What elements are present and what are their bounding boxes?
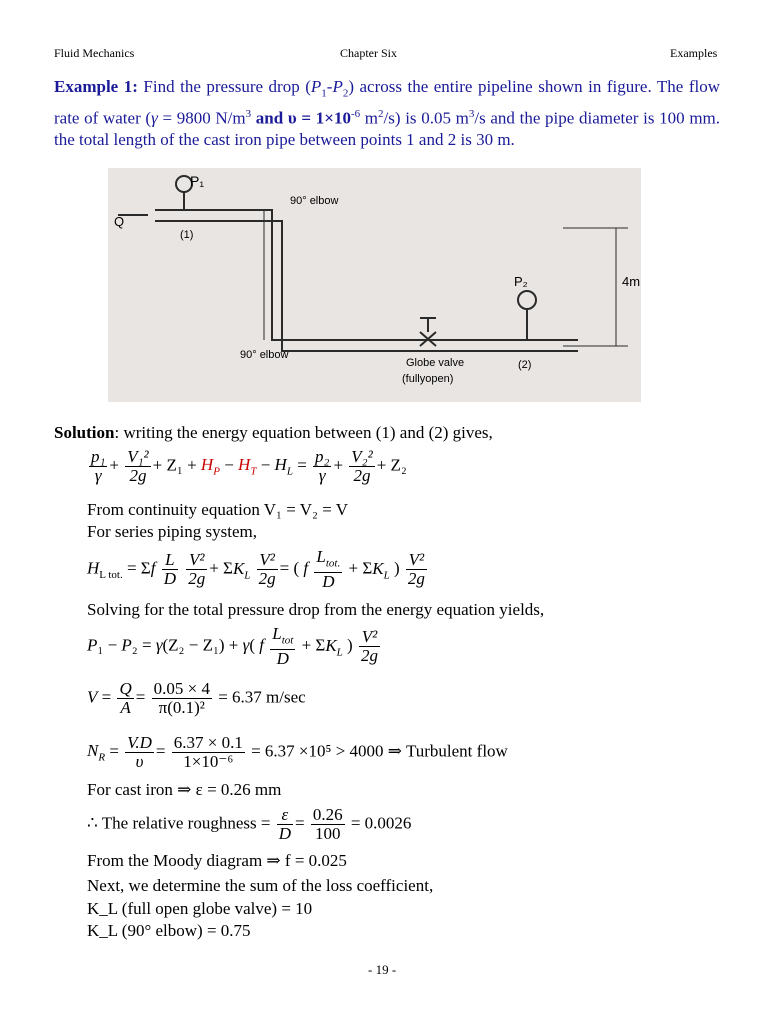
kl-elbow-line: K_L (90° elbow) = 0.75 — [87, 921, 251, 940]
header-center: Chapter Six — [340, 46, 397, 60]
label-valve: Globe valve — [406, 357, 465, 369]
moody-line: From the Moody diagram ⇒ f = 0.025 — [87, 851, 347, 870]
roughness-result: = 0.0026 — [350, 813, 412, 833]
exp: -6 — [350, 108, 361, 121]
velocity-num: 0.05 × 4 — [153, 679, 210, 698]
example-statement — [54, 76, 720, 150]
example-text: /s and the pipe diameter is 100 mm. the total length of the cast iron pipe between points 1 and 2 is 30 m. — [54, 109, 721, 150]
example-text: Find the pressure drop ( — [143, 77, 311, 96]
pipeline-sketch — [108, 168, 641, 402]
roughness-frac — [311, 806, 345, 843]
p2-sub: 2 — [342, 87, 349, 100]
p2-over-gamma: $\frac{\text{p₂}}{\gamma}$ — [315, 447, 330, 485]
exp: 2 — [378, 108, 384, 121]
velocity-frac — [152, 680, 212, 717]
v2-over-2g-total: $\frac{\text{V²}}{2g}$ — [407, 550, 425, 589]
pipeline-figure — [108, 168, 641, 402]
head-loss-equation: $H_{L tot.} = \Sigma f$ $\frac{L}{D}$ $\frac{\text{V²}}{2g}$ + $\Sigma K_L$ $\frac{\text{V²}}{2g}$ = ( f $\frac{L_{tot.}}{D}$ + $\Sigma K_L$ ) $\frac{\text{V²}}{2g}$ — [87, 547, 425, 592]
page-number: - 19 - — [368, 962, 397, 977]
example-text: /s) is 0.05 m — [383, 109, 469, 129]
continuity-line: From continuity equation V₁ = V₂ = V — [87, 500, 349, 519]
exp: 3 — [245, 108, 252, 121]
cast-iron-line: For cast iron ⇒ ε = 0.26 mm — [87, 780, 282, 799]
label-point1: (1) — [180, 229, 194, 241]
label-elbow-top: 90° elbow — [290, 195, 339, 207]
v2-2g: $\frac{\text{V²}}{2g}$ — [360, 627, 378, 666]
label-elbow-bottom: 90° elbow — [240, 349, 289, 361]
dash: - — [326, 77, 333, 96]
label-point2: (2) — [518, 359, 532, 371]
roughness-equation: ∴ The relative roughness = $\frac{\varepsilon}{D}$ = $\frac{0.26}{100}$ = 0.0026 — [87, 805, 412, 843]
nu-symbol: υ — [287, 109, 297, 129]
p1-over-gamma: $\frac{\text{p₁}}{\gamma}$ — [91, 447, 106, 485]
v1-term: $\frac{\text{V₁²}}{2g}$ — [127, 447, 149, 485]
p1-symbol: P — [310, 77, 322, 96]
roughness-label: ∴ The relative roughness = — [87, 813, 271, 833]
label-p1: P₁ — [190, 173, 205, 189]
header-left: Fluid Mechanics — [54, 46, 135, 60]
eps-over-d: $\frac{\varepsilon}{D}$ — [278, 805, 291, 843]
ltot-d: $\frac{L_{tot}}{D}$ — [272, 624, 294, 669]
v2-over-2g-kl: $\frac{\text{V²}}{2g}$ — [258, 550, 276, 589]
reynolds-den: 1×10⁻⁶ — [183, 752, 234, 771]
label-q: Q — [114, 214, 125, 229]
energy-equation: $\frac{\text{p₁}}{\gamma}$ + $\frac{\text{V₁²}}{2g}$ + $Z_1 + H_P - H_T - H_L$ = $\frac{\text{p₂}}{\gamma}$ + $\frac{\text{V₂²}}{2g}$ + Z₂ — [91, 447, 407, 485]
example-text: ) across the entire pipeline shown in figure. The flow rate of water ( — [54, 77, 721, 129]
velocity-result: = 6.37 m/sec — [218, 687, 306, 707]
paper-background — [108, 168, 641, 402]
p2-symbol: P — [332, 77, 343, 96]
next-line: Next, we determine the sum of the loss coefficient, — [87, 876, 434, 895]
reynolds-num: 6.37 × 0.1 — [173, 733, 243, 752]
solution-intro-text: : writing the energy equation between (1) and (2) gives, — [114, 423, 493, 442]
label-height: 4m — [622, 274, 641, 289]
reynolds-equation: $N_R$ = $\frac{V.D}{\upsilon}$ = $\frac{6.37 \times 0.1}{\text{1×10⁻⁶}}$ = 6.37 ×10⁵ > 4000 ⇒ Turbulent flow — [87, 733, 508, 771]
example-text: = 1×10 — [296, 109, 351, 129]
reynolds-frac — [172, 734, 245, 771]
roughness-den: 100 — [314, 824, 341, 843]
reynolds-result: = 6.37 ×10⁵ > 4000 ⇒ Turbulent flow — [251, 741, 508, 761]
example-text: m — [360, 109, 379, 129]
q-over-a: $\frac{Q}{A}$ — [119, 679, 132, 717]
p1-sub: 1 — [321, 87, 327, 100]
example-label: Example 1: — [54, 77, 138, 96]
gamma-symbol: γ — [151, 109, 158, 129]
solution-intro — [54, 423, 493, 443]
kl-valve-line: K_L (full open globe valve) = 10 — [87, 899, 313, 918]
label-p2: P₂ — [514, 274, 528, 289]
l-over-d: $\frac{L}{D}$ — [163, 550, 176, 589]
v2-term: $\frac{\text{V₂²}}{2g}$ — [351, 447, 373, 485]
solving-line: Solving for the total pressure drop from the energy equation yields, — [87, 600, 545, 619]
series-line: For series piping system, — [87, 522, 257, 541]
velocity-den: π(0.1)² — [158, 698, 205, 717]
vd-over-nu: $\frac{V.D}{\upsilon}$ — [127, 733, 152, 771]
example-text: and — [251, 109, 288, 129]
v2-over-2g: $\frac{\text{V²}}{2g}$ — [188, 550, 206, 589]
header-right: Examples — [670, 46, 718, 60]
ltot-over-d: $\frac{L_{tot.}}{D}$ — [316, 547, 341, 592]
roughness-num: 0.26 — [312, 805, 343, 824]
pressure-drop-equation: P₁ − P₂ = γ(Z₂ − Z₁) + γ( f $\frac{L_{tot}}{D}$ + $\Sigma K_L$ ) $\frac{\text{V²}}{2g}$ — [87, 624, 378, 669]
velocity-equation: V = $\frac{Q}{A}$ = $\frac{0.05 \times 4}{\text{π(0.1)²}}$ = 6.37 m/sec — [87, 679, 306, 717]
label-valve-state: (fullyopen) — [402, 373, 454, 385]
solution-label: Solution — [54, 423, 115, 442]
exp: 3 — [468, 108, 475, 121]
example-text: = 9800 N/m — [157, 109, 246, 129]
